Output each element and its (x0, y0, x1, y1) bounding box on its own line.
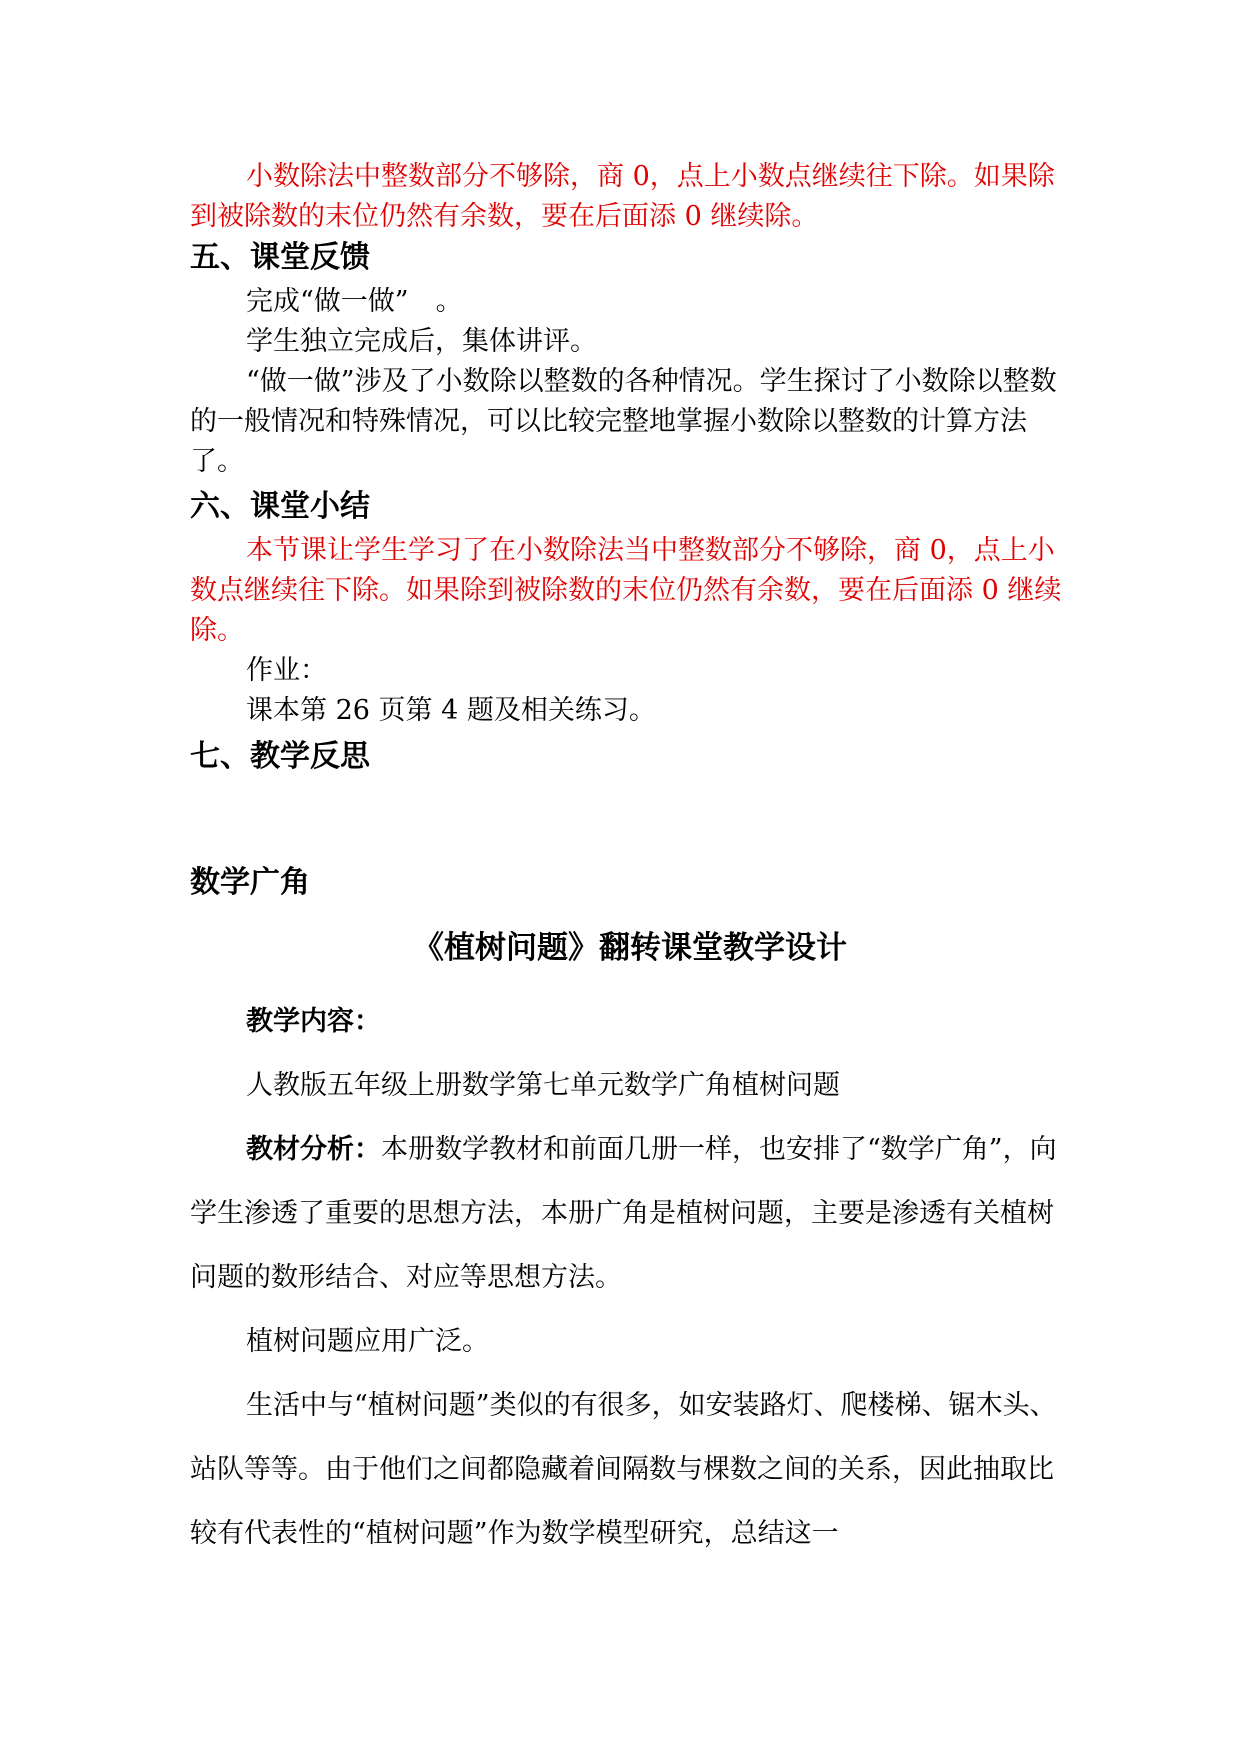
section-6-heading: 六、课堂小结 (190, 489, 370, 524)
lesson-title-text: 《植树问题》翻转课堂教学设计 (413, 930, 847, 966)
content-text: 人教版五年级上册数学第七单元数学广角植树问题 (246, 1070, 840, 1101)
lesson-category-text: 数学广角 (190, 865, 310, 900)
lesson-category (190, 863, 1070, 903)
homework-label: 作业： (246, 655, 327, 686)
summary-text-top: 小数除法中整数部分不够除，商 0，点上小数点继续往下除。如果除到被除数的末位仍然有余数，要在后面添 0 继续除。 (190, 161, 1055, 232)
paragraph-3: 生活中与“植树问题”类似的有很多，如安装路灯、爬楼梯、锯木头、站队等等。由于他们之间都隐藏着间隔数与棵数之间的关系，因此抽取比较有代表性的“植树问题”作为数学模型研究，总结这一 (190, 1390, 1057, 1549)
section-7-heading: 七、教学反思 (190, 739, 370, 774)
analysis-paragraph (190, 1118, 1070, 1310)
section-5-line-2: 学生独立完成后，集体讲评。 (246, 326, 597, 357)
section-7 (190, 737, 1070, 777)
section-6-summary: 本节课让学生学习了在小数除法当中整数部分不够除，商 0，点上小数点继续往下除。如果除到被除数的末位仍然有余数，要在后面添 0 继续除。 (190, 535, 1062, 646)
lesson-title (190, 928, 1070, 968)
section-5-heading: 五、课堂反馈 (190, 240, 370, 275)
content-label: 教学内容： (246, 1006, 381, 1037)
lesson-body (190, 990, 1070, 1566)
section-6 (190, 487, 1070, 731)
analysis-text: 本册数学教材和前面几册一样，也安排了“数学广角”，向学生渗透了重要的思想方法，本册广角是植树问题，主要是渗透有关植树问题的数形结合、对应等思想方法。 (190, 1134, 1057, 1293)
summary-paragraph-top (190, 157, 1070, 237)
section-5-line-1: 完成“做一做” 。 (246, 286, 463, 317)
section-5 (190, 238, 1070, 482)
homework-text: 课本第 26 页第 4 题及相关练习。 (246, 695, 656, 726)
analysis-label: 教材分析： (246, 1134, 381, 1165)
paragraph-2: 植树问题应用广泛。 (246, 1326, 489, 1357)
section-5-line-3: “做一做”涉及了小数除以整数的各种情况。学生探讨了小数除以整数的一般情况和特殊情况，可以比较完整地掌握小数除以整数的计算方法了。 (190, 366, 1057, 477)
